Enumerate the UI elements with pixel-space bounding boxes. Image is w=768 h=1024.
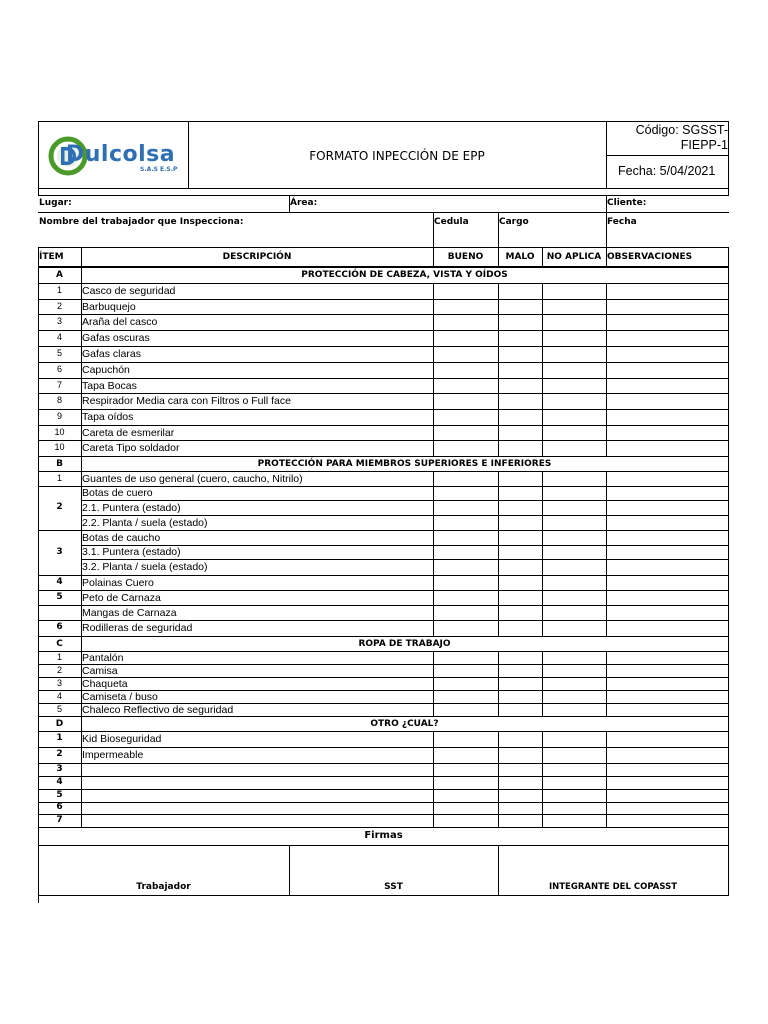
section-letter: D bbox=[55, 719, 64, 729]
section-letter: C bbox=[56, 639, 63, 649]
row-description: Chaleco Reflectivo de seguridad bbox=[82, 704, 234, 716]
row-item-number: 2 bbox=[56, 502, 63, 512]
row-item-number: 5 bbox=[56, 592, 63, 602]
row-item-number: 1 bbox=[56, 652, 62, 662]
row-item-number: 5 bbox=[56, 348, 62, 358]
row-item-number: 2 bbox=[56, 749, 63, 759]
nombre-trabajador-label: Nombre del trabajador que Inspecciona: bbox=[39, 217, 244, 227]
col-descripcion: DESCRIPCIÓN bbox=[222, 252, 292, 262]
row-description: Tapa oídos bbox=[82, 411, 134, 423]
row-item-number: 3 bbox=[56, 316, 62, 326]
row-item-number: 3 bbox=[56, 547, 63, 557]
form-code-line1: Código: SGSST- bbox=[635, 123, 728, 137]
row-description: Rodilleras de seguridad bbox=[82, 622, 193, 634]
firma-copasst: INTEGRANTE DEL COPASST bbox=[548, 882, 678, 892]
row-item-number: 5 bbox=[56, 790, 63, 800]
row-item-number: 7 bbox=[56, 380, 62, 390]
row-description: Gafas claras bbox=[82, 348, 141, 360]
form-title: FORMATO INPECCIÓN DE EPP bbox=[309, 149, 485, 163]
row-item-number: 7 bbox=[56, 815, 63, 825]
row-description: Kid Bioseguridad bbox=[82, 733, 162, 745]
col-no-aplica: NO APLICA bbox=[546, 252, 602, 262]
row-description: Gafas oscuras bbox=[82, 332, 150, 344]
col-bueno: BUENO bbox=[447, 252, 484, 262]
row-description: Tapa Bocas bbox=[82, 380, 137, 392]
fecha-label: Fecha bbox=[607, 217, 637, 227]
row-item-number: 2 bbox=[56, 665, 62, 675]
row-item-number: 1 bbox=[56, 473, 62, 483]
cedula-label: Cedula bbox=[434, 217, 469, 227]
row-description: Botas de caucho bbox=[82, 532, 161, 544]
cargo-label: Cargo bbox=[499, 217, 529, 227]
row-item-number: 5 bbox=[56, 704, 62, 714]
col-observaciones: OBSERVACIONES bbox=[607, 252, 693, 262]
row-description: Camisa bbox=[82, 665, 118, 677]
lugar-label: Lugar: bbox=[39, 198, 72, 208]
section-letter: A bbox=[56, 270, 63, 280]
row-item-number: 9 bbox=[56, 411, 62, 421]
row-item-number: 10 bbox=[54, 442, 65, 452]
area-label: Área: bbox=[290, 198, 318, 208]
row-item-number: 8 bbox=[56, 395, 62, 405]
row-description: 2.1. Puntera (estado) bbox=[82, 502, 181, 514]
row-item-number: 2 bbox=[56, 301, 62, 311]
row-item-number: 4 bbox=[56, 332, 62, 342]
row-description: Pantalón bbox=[82, 652, 124, 664]
row-description: Careta de esmerilar bbox=[82, 427, 175, 439]
section-title: OTRO ¿CUAL? bbox=[370, 719, 439, 729]
row-description: 2.2. Planta / suela (estado) bbox=[82, 517, 208, 529]
row-description: Respirador Media cara con Filtros o Full face bbox=[82, 395, 291, 407]
row-item-number: 6 bbox=[56, 622, 63, 632]
firma-sst: SST bbox=[384, 882, 403, 892]
row-description: 3.1. Puntera (estado) bbox=[82, 546, 181, 558]
section-title: ROPA DE TRABAJO bbox=[358, 639, 451, 649]
form-date: Fecha: 5/04/2021 bbox=[618, 164, 716, 178]
row-description: Guantes de uso general (cuero, caucho, Nitrilo) bbox=[82, 473, 303, 485]
logo-text: Dulcolsa bbox=[66, 142, 176, 167]
section-letter: B bbox=[56, 459, 63, 469]
row-item-number: 6 bbox=[56, 364, 62, 374]
row-item-number: 6 bbox=[56, 802, 63, 812]
firmas-title: Firmas bbox=[364, 830, 403, 841]
row-description: Barbuquejo bbox=[82, 301, 136, 313]
row-description: 3.2. Planta / suela (estado) bbox=[82, 561, 208, 573]
row-item-number: 4 bbox=[56, 777, 63, 787]
col-malo: MALO bbox=[505, 252, 535, 262]
row-item-number: 4 bbox=[56, 691, 62, 701]
row-item-number: 4 bbox=[56, 577, 63, 587]
row-item-number: 10 bbox=[54, 427, 65, 437]
row-description: Chaqueta bbox=[82, 678, 128, 690]
row-description: Casco de seguridad bbox=[82, 285, 176, 297]
row-description: Peto de Carnaza bbox=[82, 592, 161, 604]
row-item-number: 3 bbox=[56, 678, 62, 688]
row-item-number: 1 bbox=[56, 285, 62, 295]
row-description: Camiseta / buso bbox=[82, 691, 158, 703]
row-description: Capuchón bbox=[82, 364, 130, 376]
section-title: PROTECCIÓN PARA MIEMBROS SUPERIORES E INFERIORES bbox=[257, 459, 552, 469]
row-item-number: 3 bbox=[56, 764, 63, 774]
row-description: Careta Tipo soldador bbox=[82, 442, 180, 454]
row-item-number: 1 bbox=[56, 733, 63, 743]
col-item: ÍTEM bbox=[39, 252, 64, 262]
row-description: Mangas de Carnaza bbox=[82, 607, 177, 619]
form-code-line2: FIEPP-1 bbox=[680, 138, 728, 152]
row-description: Botas de cuero bbox=[82, 487, 153, 499]
row-description: Araña del casco bbox=[82, 316, 158, 328]
row-description: Impermeable bbox=[82, 749, 144, 761]
section-title: PROTECCIÓN DE CABEZA, VISTA Y OÍDOS bbox=[301, 270, 508, 280]
cliente-label: Cliente: bbox=[607, 198, 647, 208]
logo-subtext: S.A.S E.S.P bbox=[140, 166, 178, 173]
row-description: Polainas Cuero bbox=[82, 577, 154, 589]
firma-trabajador: Trabajador bbox=[136, 882, 191, 892]
